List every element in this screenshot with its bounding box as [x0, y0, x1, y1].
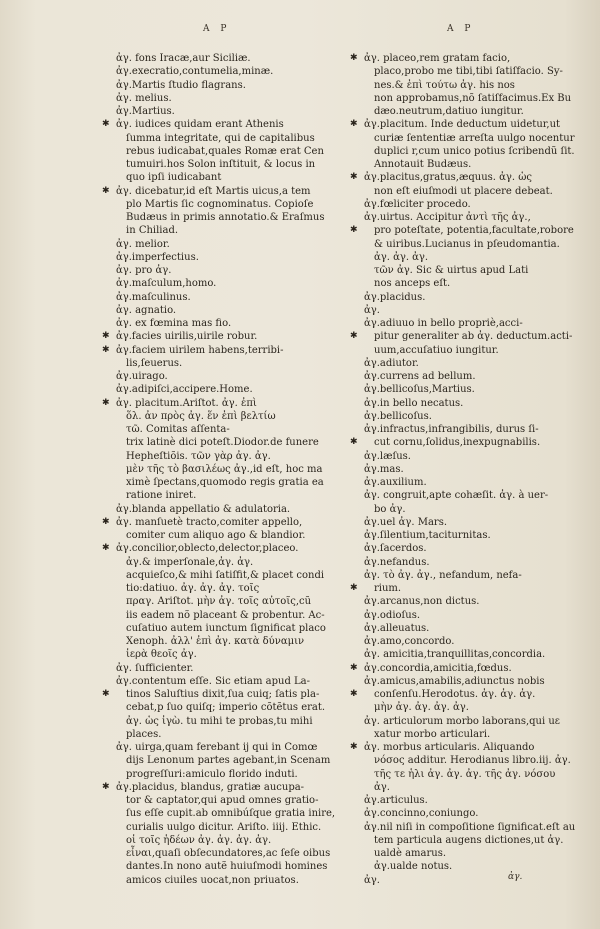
entry-line — [364, 609, 586, 622]
entry-text: ἀγ. — [364, 304, 380, 316]
entry-text: ἀγ.adiuuo in bello propriè,acci- — [364, 318, 523, 329]
entry-text: tor & captator,qui apud omnes gratio- — [126, 795, 319, 806]
entry-line — [116, 436, 334, 449]
entry-text: ἀγ.faciem uirilem habens,terribi- — [116, 344, 284, 356]
entry-text: μὴν ἀγ. ἀγ. ἀγ. ἀγ. — [374, 702, 469, 714]
entry-text: πραγ. Ariſtot. μὴν ἀγ. τοῖς αὐτοῖς,cũ — [126, 596, 312, 608]
entry-line — [364, 357, 586, 370]
entry-line — [364, 383, 586, 396]
entry-line — [364, 185, 586, 198]
entry-text: ἀγ. dicebatur,id eſt Martis uicus,a tem — [116, 185, 311, 197]
entry-text: Xenoph. ἀλλ' ἐπὶ ἀγ. κατὰ δύναμιν — [126, 636, 305, 647]
entry-line — [116, 158, 334, 171]
entry-line — [116, 701, 334, 714]
entry-line — [116, 821, 334, 834]
entry-line — [364, 569, 586, 582]
entry-text: curiæ ſententiæ arreſta uulgo nocentur — [374, 132, 575, 144]
entry-text: ἀγ. pro ἀγ. — [116, 265, 172, 276]
entry-text: ἀγ.maſculum,homo. — [116, 278, 217, 290]
entry-text: ἀγ.imperfectius. — [116, 251, 199, 263]
entry-line — [116, 450, 334, 463]
entry-text: ἀγ.maſculinus. — [116, 291, 191, 303]
entry-text: placo,probo me tibi,tibi ſatiſfacio. Sy- — [374, 66, 563, 78]
entry-line — [116, 847, 334, 860]
entry-text: ἀγ.placitum. Inde deductum uidetur,ut — [364, 119, 561, 131]
entry-text: non approbamus,nõ ſatiſfacimus.Ex Bu — [374, 92, 572, 104]
entry-text: νόσος additur. Herodianus libro.iij. ἀγ. — [374, 755, 571, 767]
entry-line — [116, 79, 334, 92]
entry-line — [364, 317, 586, 330]
entry-line — [116, 370, 334, 383]
entry-line — [350, 171, 586, 184]
entry-text: τῶν ἀγ. Sic & uirtus apud Lati — [374, 265, 529, 276]
catchword: ἀγ. — [508, 872, 523, 882]
entry-line — [116, 317, 334, 330]
entry-text: Budæus in primis annotatio.& Eraſmus — [126, 212, 325, 223]
entry-line — [116, 65, 334, 78]
entry-text: cebat,p ſuo quiſq; imperio cõtẽtus erat. — [126, 702, 326, 714]
entry-line — [364, 556, 586, 569]
entry-line — [350, 436, 586, 449]
entry-text: ſus eſſe cupit.ab omnibúſque gratia inire, — [126, 808, 336, 820]
entry-text: Annotauit Budæus. — [374, 159, 472, 170]
entry-line — [116, 410, 334, 423]
entry-line — [350, 688, 586, 701]
entry-line — [364, 794, 586, 807]
entry-line — [364, 211, 586, 224]
entry-text: τῶ. Comitas aſſenta- — [126, 424, 230, 435]
entry-text: rium. — [374, 583, 402, 594]
entry-line — [102, 688, 334, 701]
entry-text: ἀγ. manſuetè tracto,comiter appello, — [116, 516, 303, 528]
entry-line — [116, 874, 334, 887]
entry-text: ἀγ.currens ad bellum. — [364, 371, 476, 382]
entry-line — [102, 781, 334, 794]
entry-line — [116, 383, 334, 396]
entry-line — [364, 728, 586, 741]
entry-text: in Chiliad. — [126, 225, 179, 237]
margin-asterisk-icon: ✱ — [350, 119, 358, 130]
entry-line — [364, 860, 586, 873]
entry-text: dæo.neutrum,datiuo iungitur. — [374, 106, 524, 117]
entry-line — [116, 675, 334, 688]
margin-asterisk-icon: ✱ — [350, 225, 358, 236]
entry-text: ἀγ.fœliciter procedo. — [364, 198, 471, 210]
entry-line — [116, 304, 334, 317]
entry-text: ἀγ. iudices quidam erant Athenis — [116, 119, 284, 131]
entry-line — [350, 224, 586, 237]
entry-text: ἀγ. agnatio. — [116, 304, 177, 316]
entry-text: pitur generaliter ab ἀγ. deductum.acti- — [374, 331, 573, 343]
entry-line — [364, 807, 586, 820]
entry-line — [364, 503, 586, 516]
entry-text: dijs Lenonum partes agebant,in Scenam — [126, 755, 331, 767]
entry-text: ἀγ.blanda appellatio & adulatoria. — [116, 503, 291, 515]
entry-line — [364, 648, 586, 661]
entry-text: ratione iniret. — [126, 490, 197, 502]
entry-line — [364, 489, 586, 502]
entry-text: μὲν τῆς τὸ βασιλέως ἀγ.,id eſt, hoc ma — [126, 463, 323, 475]
entry-line — [364, 781, 586, 794]
entry-text: ἀγ. placeo,rem gratam facio, — [364, 53, 511, 64]
entry-line — [102, 516, 334, 529]
entry-text: Hepheſtiõis. τῶν γὰρ ἀγ. ἀγ. — [126, 450, 271, 462]
entry-line — [364, 701, 586, 714]
entry-text: ualdè amarus. — [374, 848, 447, 859]
margin-asterisk-icon: ✱ — [350, 437, 358, 448]
entry-line — [116, 715, 334, 728]
entry-text: tinos Saluſtius dixit,ſua cuiq; ſatis pla- — [126, 689, 320, 700]
entry-line — [116, 556, 334, 569]
margin-asterisk-icon: ✱ — [102, 397, 110, 408]
entry-line — [116, 291, 334, 304]
entry-text: ἀγ.bellicoſus,Martius. — [364, 384, 475, 396]
entry-text: ἀγ. amicitia,tranquillitas,concordia. — [364, 649, 546, 661]
entry-text: ἀγ. melius. — [116, 92, 172, 104]
entry-text: ἀγ. — [364, 874, 380, 886]
entry-text: ἀγ.Martis ſtudio flagrans. — [116, 79, 246, 91]
entry-text: curialis uulgo dicitur. Ariſto. iiij. Ethic. — [126, 821, 322, 833]
right-column — [350, 52, 586, 887]
margin-asterisk-icon: ✱ — [102, 331, 110, 342]
entry-line — [364, 834, 586, 847]
entry-text: acquieſco,& mihi ſatiſfit,& placet condi — [126, 569, 325, 581]
entry-line — [116, 145, 334, 158]
entry-line — [364, 476, 586, 489]
entry-text: ἀγ.bellicoſus. — [364, 410, 432, 422]
entry-line — [364, 529, 586, 542]
entry-text: ἀγ.concordia,amicitia,fœdus. — [364, 662, 512, 674]
entry-line — [116, 529, 334, 542]
entry-line — [116, 277, 334, 290]
entry-text: nes.& ἐπὶ τούτω ἀγ. his nos — [374, 79, 515, 91]
entry-line — [116, 211, 334, 224]
margin-asterisk-icon: ✱ — [102, 119, 110, 130]
margin-asterisk-icon: ✱ — [350, 331, 358, 342]
entry-text: trix latinè dici poteſt.Diodor.de funere — [126, 437, 319, 449]
entry-text: ἀγ.in bello necatus. — [364, 397, 464, 409]
entry-text: ἀγ.concilior,oblecto,delector,placeo. — [116, 543, 299, 555]
entry-line — [116, 238, 334, 251]
entry-text: ἀγ.& imperſonale,ἀγ. ἀγ. — [126, 556, 254, 568]
entry-line — [116, 357, 334, 370]
entry-line — [364, 768, 586, 781]
entry-text: ἀγ.facies uirilis,uirile robur. — [116, 331, 258, 343]
entry-text: ἀγ.placidus, blandus, gratiæ aucupa- — [116, 781, 305, 793]
entry-line — [102, 542, 334, 555]
entry-text: bo ἀγ. — [374, 503, 406, 515]
entry-text: uum,accuſatiuo iungitur. — [374, 344, 499, 356]
entry-line — [116, 132, 334, 145]
entry-text: ἀγ.concinno,coniungo. — [364, 808, 479, 820]
running-head-left: A P — [203, 24, 231, 34]
entry-line — [116, 609, 334, 622]
entry-text: ἀγ.uirago. — [116, 371, 168, 382]
entry-line — [350, 118, 586, 131]
entry-text: ὅλ. ἀν πρὸς ἀγ. ἕν ἐπὶ βελτίω — [126, 410, 276, 422]
entry-line — [116, 224, 334, 237]
margin-asterisk-icon: ✱ — [102, 781, 110, 792]
margin-asterisk-icon: ✱ — [350, 172, 358, 183]
entry-line — [116, 463, 334, 476]
entry-text: ἀγ. ἀγ. ἀγ. — [374, 251, 429, 263]
entry-text: ἀγ.ualde notus. — [374, 861, 453, 873]
margin-asterisk-icon: ✱ — [102, 543, 110, 554]
entry-line — [364, 65, 586, 78]
entry-text: ſumma integritate, qui de capitalibus — [126, 132, 315, 144]
entry-line — [364, 622, 586, 635]
entry-text: ἀγ. melior. — [116, 238, 170, 250]
entry-line — [364, 92, 586, 105]
entry-text: ἀγ.alleuatus. — [364, 622, 430, 634]
entry-text: ἀγ.infractus,infrangibilis, durus ſi- — [364, 424, 539, 435]
entry-text: τῆς τε ἡλι ἀγ. ἀγ. ἀγ. τῆς ἀγ. νόσου — [374, 768, 556, 780]
entry-text: ἀγ. placitum.Ariſtot. ἀγ. ἐπὶ — [116, 397, 257, 409]
entry-line — [116, 768, 334, 781]
margin-asterisk-icon: ✱ — [102, 344, 110, 355]
entry-line — [116, 754, 334, 767]
entry-line — [364, 635, 586, 648]
entry-line — [116, 662, 334, 675]
entry-text: ἀγ. τὸ ἀγ. ἀγ., nefandum, nefa- — [364, 569, 522, 581]
entry-line — [364, 145, 586, 158]
entry-line — [116, 741, 334, 754]
entry-line — [116, 569, 334, 582]
entry-line — [364, 277, 586, 290]
entry-line — [364, 516, 586, 529]
margin-asterisk-icon: ✱ — [102, 185, 110, 196]
entry-line — [364, 198, 586, 211]
entry-text: ἀγ. congruit,apte cohæſit. ἀγ. à uer- — [364, 490, 549, 502]
entry-text: lis,ſeuerus. — [126, 357, 183, 369]
entry-text: ximè ſpectans,quomodo regis gratia ea — [126, 477, 324, 488]
entry-text: ἀγ. fons Iracæ,aur Siciliæ. — [116, 53, 251, 64]
entry-text: ἀγ.placitus,gratus,æquus. ἀγ. ὡς — [364, 172, 532, 184]
entry-text: amicos ciuiles uocat,non priuatos. — [126, 874, 299, 886]
entry-text: οἱ τοῖς ἡδέων ἀγ. ἀγ. ἀγ. ἀγ. — [126, 834, 272, 846]
entry-line — [350, 741, 586, 754]
entry-text: comiter cum aliquo ago & blandior. — [126, 530, 306, 541]
entry-text: conſenſu.Herodotus. ἀγ. ἀγ. ἀγ. — [374, 689, 536, 700]
entry-line — [364, 238, 586, 251]
entry-text: iis eadem nõ placeant & probentur. Ac- — [126, 609, 325, 621]
margin-asterisk-icon: ✱ — [350, 742, 358, 752]
entry-text: ἀγ. morbus articularis. Aliquando — [364, 742, 535, 753]
entry-line — [364, 847, 586, 860]
entry-line — [116, 171, 334, 184]
entry-line — [364, 821, 586, 834]
entry-line — [364, 105, 586, 118]
entry-text: ἀγ.articulus. — [364, 795, 428, 806]
entry-text: ἀγ. articulorum morbo laborans,qui uε — [364, 715, 560, 727]
entry-text: ἀγ.Martius. — [116, 106, 175, 117]
entry-line — [116, 622, 334, 635]
entry-text: cuſatiuo autem iunctum ſignificat placo — [126, 622, 326, 634]
entry-text: ἀγ.uirtus. Accipitur ἀντὶ τῆς ἀγ., — [364, 212, 531, 223]
entry-text: ἀγ.amo,concordo. — [364, 636, 455, 647]
entry-line — [116, 648, 334, 661]
entry-text: ἀγ. ſufficienter. — [116, 662, 194, 674]
margin-asterisk-icon: ✱ — [102, 689, 110, 699]
entry-text: plo Martis ſic cognominatus. Copioſe — [126, 198, 314, 210]
entry-line — [364, 304, 586, 317]
entry-line — [116, 807, 334, 820]
entry-text: quo ipſi iudicabant — [126, 172, 222, 184]
entry-text: tio:datiuo. ἀγ. ἀγ. ἀγ. τοῖς — [126, 583, 260, 594]
entry-line — [116, 476, 334, 489]
entry-line — [350, 662, 586, 675]
entry-line — [102, 185, 334, 198]
entry-text: ἀγ. uirga,quam ferebant ij qui in Comœ — [116, 742, 318, 753]
entry-text: xatur morbo articulari. — [374, 728, 491, 740]
entry-text: cut cornu,ſolidus,inexpugnabilis. — [374, 437, 541, 449]
entry-line — [350, 52, 586, 65]
entry-line — [364, 595, 586, 608]
left-column — [102, 52, 336, 887]
entry-text: & uiribus.Lucianus in pſeudomantia. — [374, 238, 560, 250]
entry-line — [116, 728, 334, 741]
entry-line — [116, 834, 334, 847]
entry-text: ἀγ.uel ἀγ. Mars. — [364, 516, 448, 528]
entry-text: tumuiri.hos Solon inſtituit, & locus in — [126, 159, 316, 170]
entry-text: places. — [126, 728, 162, 740]
entry-text: ἀγ. — [374, 781, 390, 793]
entry-text: ἀγ.ſilentium,taciturnitas. — [364, 530, 491, 541]
entry-line — [364, 423, 586, 436]
entry-line — [350, 330, 586, 343]
entry-text: ἀγ.mas. — [364, 463, 404, 475]
entry-line — [364, 874, 586, 887]
entry-line — [364, 754, 586, 767]
margin-asterisk-icon: ✱ — [350, 53, 358, 63]
entry-line — [116, 251, 334, 264]
entry-text: rebus iudicabat,quales Romæ erat Cen — [126, 145, 324, 157]
entry-line — [102, 118, 334, 131]
entry-line — [364, 132, 586, 145]
entry-line — [116, 423, 334, 436]
entry-text: ἀγ.contentum eſſe. Sic etiam apud La- — [116, 675, 311, 687]
entry-text: tem particula augens dictiones,ut ἀγ. — [374, 834, 564, 846]
entry-text: ἀγ.placidus. — [364, 291, 426, 303]
entry-line — [116, 582, 334, 595]
entry-text: ἀγ.ſacerdos. — [364, 543, 427, 555]
entry-text: ἀγ.arcanus,non dictus. — [364, 596, 480, 608]
entry-text: ἀγ. ὡς ἰγὼ. tu mihi te probas,tu mihi — [126, 715, 313, 727]
entry-line — [116, 503, 334, 516]
entry-line — [116, 635, 334, 648]
entry-line — [116, 794, 334, 807]
entry-text: ἀγ.auxilium. — [364, 477, 427, 488]
entry-text: non eſt eiuſmodi ut placere debeat. — [374, 185, 553, 197]
entry-text: progreſſuri:amiculo florido induti. — [126, 768, 298, 780]
entry-line — [364, 715, 586, 728]
entry-text: ἀγ.nil niſi in compoſitione ſignificat.eſt au — [364, 821, 576, 833]
entry-text: ἀγ.execratio,contumelia,minæ. — [116, 66, 274, 78]
entry-line — [116, 595, 334, 608]
entry-line — [364, 264, 586, 277]
running-head-right: A P — [447, 24, 475, 34]
entry-line — [364, 79, 586, 92]
margin-asterisk-icon: ✱ — [350, 689, 358, 699]
entry-line — [364, 370, 586, 383]
entry-text: ἀγ. ex fœmina mas fio. — [116, 318, 232, 329]
entry-text: ἀγ.amicus,amabilis,adiunctus nobis — [364, 675, 545, 687]
entry-line — [364, 291, 586, 304]
entry-line — [116, 198, 334, 211]
entry-text: nos anceps eſt. — [374, 278, 451, 290]
entry-line — [364, 675, 586, 688]
entry-line — [102, 344, 334, 357]
entry-line — [364, 251, 586, 264]
entry-text: duplici r,cum unico potius ſcribendũ ſit. — [374, 145, 575, 157]
entry-line — [364, 542, 586, 555]
entry-text: dantes.In nono autẽ huiuſmodi homines — [126, 861, 328, 873]
entry-line — [102, 397, 334, 410]
entry-text: ἀγ.adipiſci,accipere.Home. — [116, 384, 253, 396]
entry-line — [116, 52, 334, 65]
entry-line — [364, 450, 586, 463]
entry-line — [116, 860, 334, 873]
entry-line — [364, 463, 586, 476]
margin-asterisk-icon: ✱ — [350, 583, 358, 593]
entry-line — [116, 92, 334, 105]
entry-line — [102, 330, 334, 343]
entry-line — [364, 410, 586, 423]
entry-line — [116, 264, 334, 277]
entry-text: ἀγ.læſus. — [364, 450, 411, 462]
entry-line — [350, 582, 586, 595]
entry-text: ἀγ.nefandus. — [364, 556, 430, 568]
entry-text: ἀγ.adiutor. — [364, 357, 419, 369]
margin-asterisk-icon: ✱ — [102, 516, 110, 527]
entry-line — [116, 489, 334, 502]
margin-asterisk-icon: ✱ — [350, 662, 358, 673]
entry-text: ἱερὰ θεοῖς ἀγ. — [126, 649, 197, 661]
entry-text: ἀγ.odioſus. — [364, 609, 421, 621]
entry-line — [116, 105, 334, 118]
entry-text: εἶναι,quaſi obſecundatores,ac ſeſe oibus — [126, 848, 331, 859]
entry-line — [364, 158, 586, 171]
entry-line — [364, 344, 586, 357]
entry-text: pro poteſtate, potentia,facultate,robore — [374, 225, 574, 237]
entry-line — [364, 397, 586, 410]
